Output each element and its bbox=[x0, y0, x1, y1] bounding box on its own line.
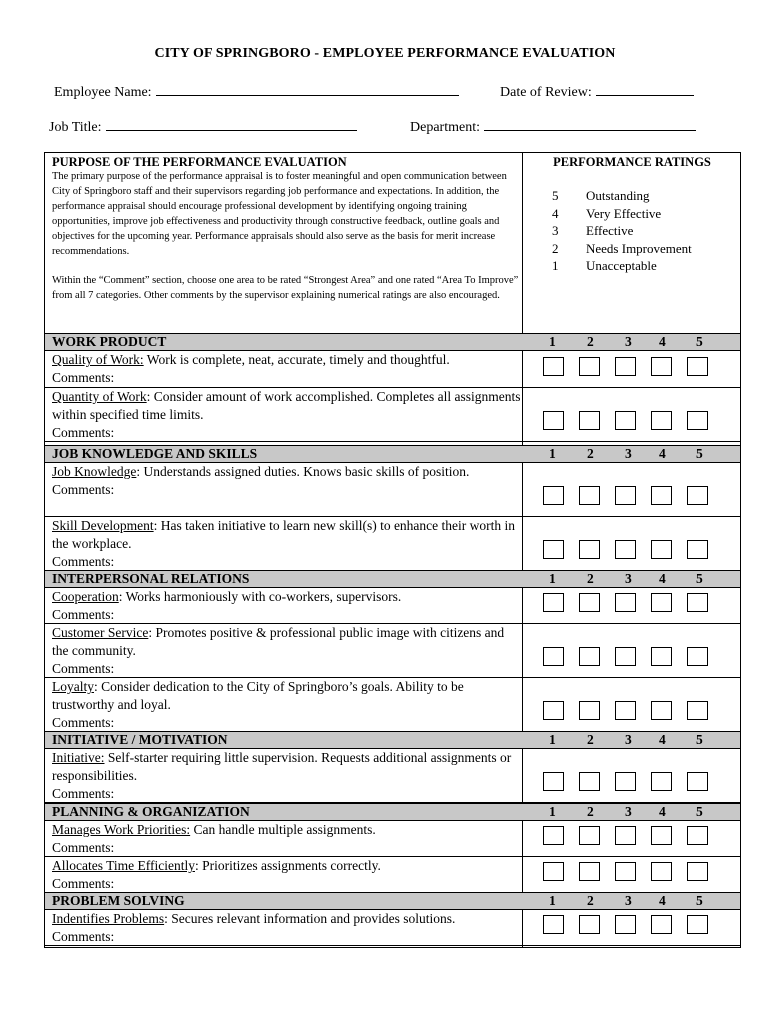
rating-checkbox-1[interactable] bbox=[543, 647, 564, 666]
rating-number: 5 bbox=[552, 188, 559, 203]
criterion-name: Manages Work Priorities: bbox=[52, 822, 191, 837]
rating-number: 3 bbox=[552, 223, 559, 238]
rating-number: 4 bbox=[552, 205, 559, 221]
comments-label: Comments: bbox=[52, 554, 115, 569]
rating-checkboxes bbox=[543, 593, 708, 612]
rating-checkboxes bbox=[543, 540, 708, 559]
section-header-band bbox=[45, 731, 740, 749]
rating-checkbox-3[interactable] bbox=[615, 772, 636, 791]
rating-checkbox-4[interactable] bbox=[651, 593, 672, 612]
criterion-row bbox=[45, 588, 522, 624]
rating-row-divider bbox=[522, 623, 740, 624]
department-label: Department: bbox=[410, 120, 480, 135]
criterion-name: Initiative: bbox=[52, 750, 105, 765]
section-header-band bbox=[45, 445, 740, 463]
rating-row-divider bbox=[522, 677, 740, 678]
criterion-row bbox=[45, 910, 522, 946]
rating-checkbox-2[interactable] bbox=[579, 701, 600, 720]
criterion-description: : Consider amount of work accomplished. Completes all assignments within specified time limits. bbox=[52, 389, 521, 422]
rating-scale bbox=[552, 187, 692, 275]
rating-checkbox-2[interactable] bbox=[579, 357, 600, 376]
rating-checkbox-5[interactable] bbox=[687, 647, 708, 666]
rating-column-number: 5 bbox=[696, 893, 703, 908]
rating-checkbox-1[interactable] bbox=[543, 772, 564, 791]
criterion-name: Indentifies Problems bbox=[52, 911, 165, 926]
comments-label: Comments: bbox=[52, 715, 115, 730]
rating-checkbox-1[interactable] bbox=[543, 486, 564, 505]
rating-checkbox-5[interactable] bbox=[687, 862, 708, 881]
rating-checkboxes bbox=[543, 862, 708, 881]
rating-column-number: 4 bbox=[659, 893, 666, 908]
rating-row-divider bbox=[522, 856, 740, 857]
criterion-description: : Works harmoniously with co-workers, supervisors. bbox=[118, 589, 402, 604]
criterion-description: Self-starter requiring little supervision. Requests additional assignments or responsibilities. bbox=[52, 750, 512, 783]
rating-checkbox-3[interactable] bbox=[615, 915, 636, 934]
rating-checkbox-2[interactable] bbox=[579, 540, 600, 559]
rating-checkbox-2[interactable] bbox=[579, 862, 600, 881]
rating-checkbox-2[interactable] bbox=[579, 772, 600, 791]
rating-checkbox-3[interactable] bbox=[615, 486, 636, 505]
employee-name-line[interactable] bbox=[156, 84, 459, 96]
criterion-row bbox=[45, 749, 522, 803]
comments-label: Comments: bbox=[52, 425, 115, 440]
rating-checkbox-5[interactable] bbox=[687, 411, 708, 430]
rating-checkbox-4[interactable] bbox=[651, 915, 672, 934]
criterion-row bbox=[45, 624, 522, 678]
rating-scale-row bbox=[552, 187, 692, 205]
employee-name-field[interactable] bbox=[54, 84, 459, 101]
rating-row-divider bbox=[522, 387, 740, 388]
criterion-description: : Has taken initiative to learn new skill(s) to enhance their worth in the workplace. bbox=[52, 518, 516, 551]
rating-column-number: 2 bbox=[587, 893, 594, 908]
section-title: PROBLEM SOLVING bbox=[52, 893, 185, 908]
comments-label: Comments: bbox=[52, 840, 115, 855]
criterion-name: Allocates Time Efficiently bbox=[52, 858, 195, 873]
rating-number: 1 bbox=[552, 258, 559, 273]
rating-label: Outstanding bbox=[586, 188, 650, 203]
criterion-description: : Secures relevant information and provides solutions. bbox=[164, 911, 456, 926]
date-of-review-line[interactable] bbox=[596, 84, 694, 96]
rating-column-number: 1 bbox=[549, 571, 556, 586]
rating-checkbox-3[interactable] bbox=[615, 540, 636, 559]
rating-checkbox-1[interactable] bbox=[543, 915, 564, 934]
criterion-name: Loyalty bbox=[52, 679, 94, 694]
rating-checkbox-2[interactable] bbox=[579, 915, 600, 934]
criterion-description: : Prioritizes assignments correctly. bbox=[194, 858, 381, 873]
criterion-row bbox=[45, 821, 522, 857]
criterion-row bbox=[45, 517, 522, 571]
criterion-name: Quantity of Work bbox=[52, 389, 147, 404]
rating-checkbox-1[interactable] bbox=[543, 701, 564, 720]
rating-checkbox-2[interactable] bbox=[579, 593, 600, 612]
rating-column-number: 3 bbox=[625, 571, 632, 586]
criterion-description: Work is complete, neat, accurate, timely and thoughtful. bbox=[143, 352, 450, 367]
employee-name-label: Employee Name: bbox=[54, 85, 152, 100]
rating-checkbox-5[interactable] bbox=[687, 701, 708, 720]
rating-checkboxes bbox=[543, 411, 708, 430]
rating-column-number: 4 bbox=[659, 804, 666, 819]
criterion-row bbox=[45, 351, 522, 388]
rating-scale-row bbox=[552, 222, 692, 240]
department-field[interactable] bbox=[410, 119, 696, 136]
rating-checkboxes bbox=[543, 701, 708, 720]
criterion-row bbox=[45, 678, 522, 732]
criterion-row bbox=[45, 463, 522, 517]
rating-scale-row bbox=[552, 257, 692, 275]
rating-column-number: 1 bbox=[549, 334, 556, 349]
criterion-description: : Promotes positive & professional public image with citizens and the community. bbox=[52, 625, 505, 658]
rating-checkbox-2[interactable] bbox=[579, 826, 600, 845]
rating-column-number: 4 bbox=[659, 334, 666, 349]
rating-column-number: 3 bbox=[625, 446, 632, 461]
rating-column-number: 2 bbox=[587, 804, 594, 819]
rating-checkbox-1[interactable] bbox=[543, 540, 564, 559]
rating-checkbox-4[interactable] bbox=[651, 772, 672, 791]
criterion-name: Skill Development bbox=[52, 518, 154, 533]
section-header-band bbox=[45, 803, 740, 821]
rating-checkbox-5[interactable] bbox=[687, 772, 708, 791]
rating-column-number: 1 bbox=[549, 446, 556, 461]
rating-row-divider bbox=[522, 945, 740, 946]
rating-checkbox-1[interactable] bbox=[543, 593, 564, 612]
rating-checkbox-1[interactable] bbox=[543, 862, 564, 881]
rating-column-number: 5 bbox=[696, 804, 703, 819]
purpose-heading: PURPOSE OF THE PERFORMANCE EVALUATION bbox=[52, 155, 347, 169]
rating-checkbox-3[interactable] bbox=[615, 701, 636, 720]
rating-label: Very Effective bbox=[586, 205, 662, 221]
comments-label: Comments: bbox=[52, 876, 115, 891]
rating-checkbox-3[interactable] bbox=[615, 593, 636, 612]
rating-label: Effective bbox=[586, 223, 634, 238]
rating-column-number: 2 bbox=[587, 571, 594, 586]
comments-label: Comments: bbox=[52, 482, 115, 497]
comments-label: Comments: bbox=[52, 370, 115, 385]
rating-label: Needs Improvement bbox=[586, 240, 692, 256]
rating-checkbox-3[interactable] bbox=[615, 647, 636, 666]
rating-checkbox-3[interactable] bbox=[615, 411, 636, 430]
rating-checkbox-5[interactable] bbox=[687, 486, 708, 505]
rating-checkbox-3[interactable] bbox=[615, 357, 636, 376]
rating-column-number: 3 bbox=[625, 804, 632, 819]
rating-checkbox-4[interactable] bbox=[651, 826, 672, 845]
criterion-name: Job Knowledge bbox=[52, 464, 137, 479]
rating-checkboxes bbox=[543, 357, 708, 376]
rating-column-number: 3 bbox=[625, 893, 632, 908]
comments-label: Comments: bbox=[52, 607, 115, 622]
rating-scale-row bbox=[552, 240, 692, 258]
rating-checkbox-5[interactable] bbox=[687, 357, 708, 376]
rating-column-number: 5 bbox=[696, 571, 703, 586]
rating-column-number: 4 bbox=[659, 571, 666, 586]
rating-column-number: 2 bbox=[587, 732, 594, 747]
rating-checkbox-4[interactable] bbox=[651, 701, 672, 720]
rating-checkbox-1[interactable] bbox=[543, 411, 564, 430]
rating-checkbox-4[interactable] bbox=[651, 647, 672, 666]
rating-checkboxes bbox=[543, 772, 708, 791]
rating-checkbox-5[interactable] bbox=[687, 540, 708, 559]
job-title-line[interactable] bbox=[106, 119, 357, 131]
section-header-band bbox=[45, 570, 740, 588]
form-title: CITY OF SPRINGBORO - EMPLOYEE PERFORMANCE EVALUATION bbox=[154, 46, 616, 61]
rating-row-divider bbox=[522, 441, 740, 442]
section-title: WORK PRODUCT bbox=[52, 334, 167, 349]
section-title: INITIATIVE / MOTIVATION bbox=[52, 732, 228, 747]
section-title: INTERPERSONAL RELATIONS bbox=[52, 571, 250, 586]
section-title: JOB KNOWLEDGE AND SKILLS bbox=[52, 446, 258, 461]
rating-checkbox-1[interactable] bbox=[543, 357, 564, 376]
comments-label: Comments: bbox=[52, 661, 115, 676]
ratings-heading: PERFORMANCE RATINGS bbox=[553, 155, 711, 169]
rating-checkbox-4[interactable] bbox=[651, 357, 672, 376]
date-of-review-field[interactable] bbox=[500, 84, 694, 101]
section-header-band bbox=[45, 892, 740, 910]
purpose-paragraph: The primary purpose of the performance appraisal is to foster meaningful and open communication between City of Springboro staff and their supervisors regarding job performance and expectations. In addition, the performance appraisal should encourage professional development by identifying ongoing training opportunities, improve job effectiveness and productivity through constructive feedback, outline goals and objectives for the upcoming year. Performance appraisals should also serve as the basis for merit increase recommendations. bbox=[52, 171, 507, 257]
rating-column-number: 5 bbox=[696, 334, 703, 349]
rating-checkboxes bbox=[543, 915, 708, 934]
rating-checkbox-1[interactable] bbox=[543, 826, 564, 845]
rating-checkbox-2[interactable] bbox=[579, 647, 600, 666]
purpose-section bbox=[52, 155, 520, 303]
comments-label: Comments: bbox=[52, 929, 115, 944]
rating-checkbox-5[interactable] bbox=[687, 826, 708, 845]
date-of-review-label: Date of Review: bbox=[500, 85, 592, 100]
job-title-field[interactable] bbox=[49, 119, 357, 136]
rating-checkboxes bbox=[543, 826, 708, 845]
criterion-name: Cooperation bbox=[52, 589, 119, 604]
department-line[interactable] bbox=[484, 119, 696, 131]
comments-label: Comments: bbox=[52, 786, 115, 801]
rating-column-number: 3 bbox=[625, 732, 632, 747]
criterion-name: Customer Service bbox=[52, 625, 149, 640]
rating-row-divider bbox=[522, 516, 740, 517]
criterion-description: Can handle multiple assignments. bbox=[190, 822, 376, 837]
rating-checkbox-3[interactable] bbox=[615, 826, 636, 845]
rating-column-number: 3 bbox=[625, 334, 632, 349]
rating-label: Unacceptable bbox=[586, 258, 657, 273]
criterion-row bbox=[45, 388, 522, 442]
rating-checkboxes bbox=[543, 647, 708, 666]
rating-checkbox-4[interactable] bbox=[651, 540, 672, 559]
section-header-band bbox=[45, 333, 740, 351]
rating-checkbox-4[interactable] bbox=[651, 411, 672, 430]
column-divider bbox=[522, 152, 523, 948]
rating-column-number: 5 bbox=[696, 446, 703, 461]
rating-column-number: 1 bbox=[549, 893, 556, 908]
rating-number: 2 bbox=[552, 240, 559, 256]
section-title: PLANNING & ORGANIZATION bbox=[52, 804, 250, 819]
rating-column-number: 4 bbox=[659, 446, 666, 461]
rating-column-number: 1 bbox=[549, 732, 556, 747]
comment-instructions: Within the “Comment” section, choose one area to be rated “Strongest Area” and one rated “Area To Improve” from all 7 categories. Other comments by the supervisor explaining numerical ratings are also encouraged. bbox=[52, 275, 519, 301]
criterion-description: : Understands assigned duties. Knows basic skills of position. bbox=[136, 464, 470, 479]
rating-column-number: 5 bbox=[696, 732, 703, 747]
rating-checkbox-2[interactable] bbox=[579, 486, 600, 505]
rating-checkbox-3[interactable] bbox=[615, 862, 636, 881]
rating-checkbox-4[interactable] bbox=[651, 862, 672, 881]
rating-checkboxes bbox=[543, 486, 708, 505]
criterion-name: Quality of Work: bbox=[52, 352, 144, 367]
job-title-label: Job Title: bbox=[49, 120, 102, 135]
rating-checkbox-5[interactable] bbox=[687, 915, 708, 934]
criterion-row bbox=[45, 857, 522, 893]
rating-column-number: 2 bbox=[587, 446, 594, 461]
rating-scale-row bbox=[552, 205, 692, 223]
rating-checkbox-5[interactable] bbox=[687, 593, 708, 612]
rating-column-number: 2 bbox=[587, 334, 594, 349]
rating-checkbox-4[interactable] bbox=[651, 486, 672, 505]
rating-column-number: 4 bbox=[659, 732, 666, 747]
rating-column-number: 1 bbox=[549, 804, 556, 819]
criterion-description: : Consider dedication to the City of Springboro’s goals. Ability to be trustworthy and loyal. bbox=[52, 679, 464, 712]
rating-checkbox-2[interactable] bbox=[579, 411, 600, 430]
